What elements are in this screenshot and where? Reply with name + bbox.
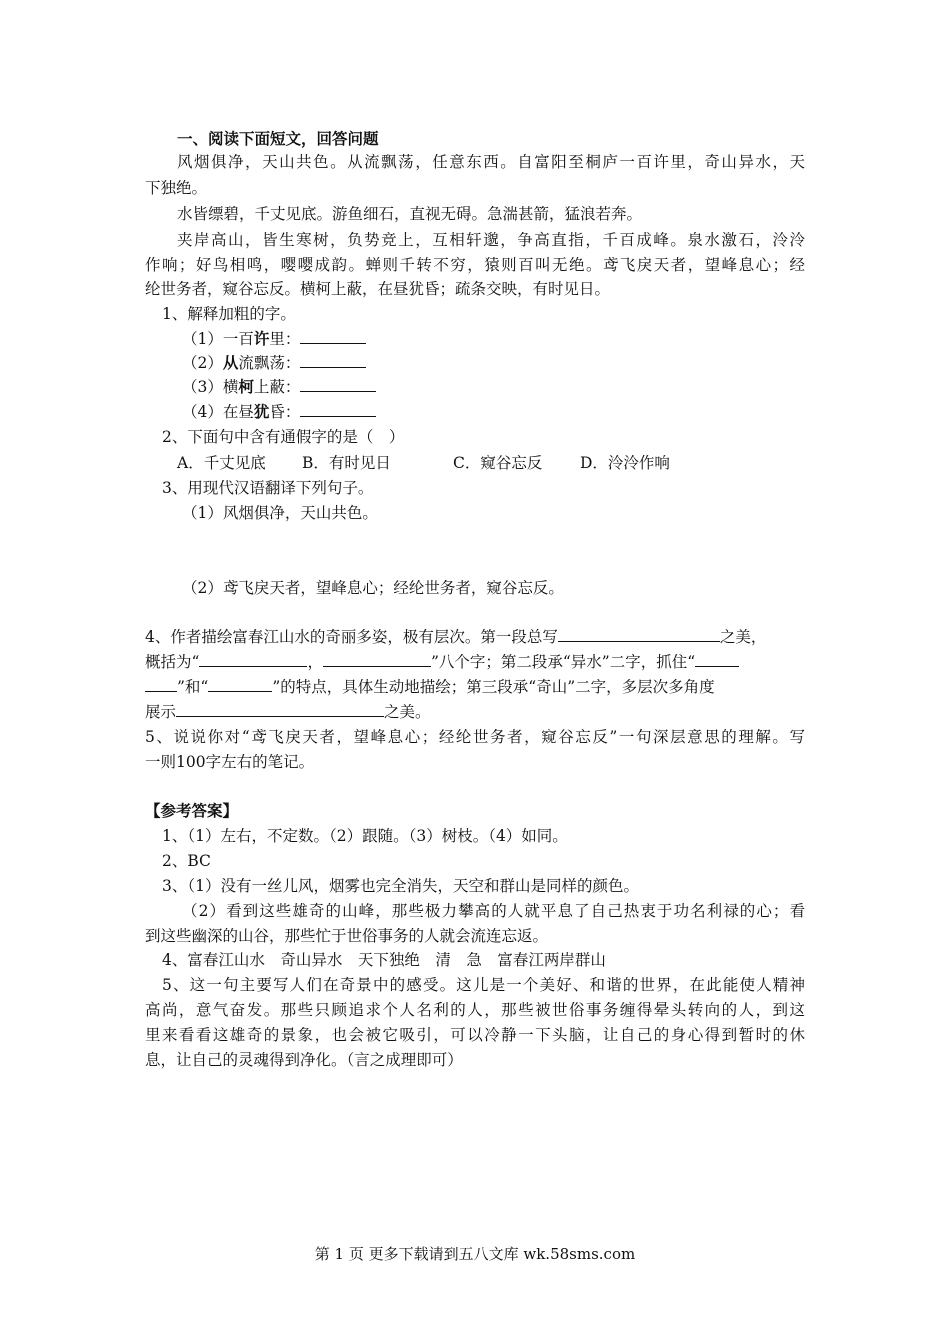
answer-5-line-2: 高尚，意气奋发。那些只顾追求个人名利的人，那些被世俗事务缠得晕头转向的人，到这 — [145, 1001, 805, 1019]
answer-blank[interactable] — [176, 700, 384, 717]
answer-blank[interactable] — [323, 650, 431, 667]
q5-line-2: 一则100字左右的笔记。 — [145, 753, 315, 771]
q1-item-text: （2） — [182, 354, 223, 372]
section-title: 一、阅读下面短文，回答问题 — [177, 129, 379, 148]
q4-text: 概括为“ — [145, 653, 200, 671]
q5-line-1: 5、说说你对“鸢飞戾天者，望峰息心；经纶世务者，窥谷忘反”一句深层意思的理解。写 — [145, 728, 805, 746]
passage-p3-line1: 夹岸高山，皆生寒树，负势竞上，互相轩邈，争高直指，千百成峰。泉水激石，泠泠 — [177, 231, 805, 249]
answer-blank[interactable] — [199, 650, 307, 667]
q2-option-d[interactable]: D．泠泠作响 — [580, 454, 670, 472]
q3-stem: 3、用现代汉语翻译下列句子。 — [162, 479, 374, 497]
q4-line-4 — [145, 699, 431, 725]
q4-text: ， — [307, 653, 323, 671]
answer-5-line-4: 息，让自己的灵魂得到净化。（言之成理即可） — [145, 1051, 463, 1069]
q1-item-text: （3）横 — [182, 378, 239, 396]
q1-item — [182, 399, 376, 425]
answer-blank[interactable] — [695, 650, 739, 667]
q2-option-b[interactable]: B．有时见日 — [302, 454, 391, 472]
q1-item — [182, 326, 366, 352]
q4-text: 之美， — [719, 628, 767, 646]
answer-5-line-1: 5、这一句主要写人们在奇景中的感受。这儿是一个美好、和谐的世界，在此能使人精神 — [162, 976, 805, 994]
passage-p1-line1: 风烟俱净，天山共色。从流飘荡，任意东西。自富阳至桐庐一百许里，奇山异水，天 — [177, 153, 805, 171]
answer-4: 4、富春江山水 奇山异水 天下独绝 清 急 富春江两岸群山 — [162, 951, 606, 969]
q4-text: ”和“ — [177, 678, 209, 696]
answer-3-2-line-1: （2）看到这些雄奇的山峰，那些极力攀高的人就平息了自己热衷于功名利禄的心；看 — [182, 902, 805, 920]
q1-item-bold-char: 许 — [253, 329, 270, 348]
q3-sentence-1: （1）风烟俱净，天山共色。 — [182, 504, 378, 522]
answer-blank[interactable] — [558, 625, 720, 642]
q4-line-3 — [145, 674, 715, 700]
q1-item — [182, 374, 376, 400]
passage-p1-line2: 下独绝。 — [145, 179, 208, 197]
answer-2: 2、BC — [162, 852, 211, 870]
q1-item-bold-char: 犹 — [253, 402, 270, 421]
passage-p3-line3: 纶世务者，窥谷忘反。横柯上蔽，在昼犹昏；疏条交映，有时见日。 — [145, 280, 611, 298]
answers-heading: 【参考答案】 — [145, 801, 239, 820]
q1-item-text: （4）在昼 — [182, 403, 254, 421]
q1-item-text: 昏： — [269, 403, 301, 421]
q4-text: 4、作者描绘富春江山水的奇丽多姿，极有层次。第一段总写 — [145, 628, 558, 646]
answer-blank[interactable] — [300, 400, 376, 417]
page-footer: 第 1 页 更多下载请到五八文库 wk.58sms.com — [314, 1245, 636, 1263]
q1-item-text: （1）一百 — [182, 330, 254, 348]
q1-item-bold-char: 从 — [222, 353, 239, 372]
q4-text: 展示 — [145, 703, 177, 721]
passage-p2-line1: 水皆缥碧，千丈见底。游鱼细石，直视无碍。急湍甚箭，猛浪若奔。 — [177, 205, 643, 223]
q1-stem: 1、解释加粗的字。 — [162, 305, 296, 323]
answer-1: 1、（1）左右，不定数。（2）跟随。（3）树枝。（4）如同。 — [162, 827, 568, 845]
q1-item-text: 流飘荡： — [238, 354, 301, 372]
q2-option-a[interactable]: A．千丈见底 — [177, 454, 266, 472]
answer-5-line-3: 里来看看这雄奇的景象，也会被它吸引，可以冷静一下头脑，让自己的身心得到暂时的休 — [145, 1026, 805, 1044]
q1-item-bold-char: 柯 — [238, 377, 254, 396]
answer-3-2-line-2: 到这些幽深的山谷，那些忙于世俗事务的人就会流连忘返。 — [145, 927, 549, 945]
q1-item-text: 上蔽： — [253, 378, 301, 396]
q4-text: 之美。 — [384, 703, 431, 721]
q4-line-1 — [145, 624, 766, 650]
answer-blank[interactable] — [300, 327, 366, 344]
passage-p3-line2: 作响；好鸟相鸣，嘤嘤成韵。蝉则千转不穷，猿则百叫无绝。鸢飞戾天者，望峰息心；经 — [145, 256, 805, 274]
q4-text: ”的特点，具体生动地描绘；第三段承“奇山”二字，多层次多角度 — [272, 678, 715, 696]
q4-text: ”八个字；第二段承“异水”二字，抓住“ — [430, 653, 696, 671]
q3-sentence-2: （2）鸢飞戾天者，望峰息心；经纶世务者，窥谷忘反。 — [182, 579, 564, 597]
q1-item-text: 里： — [269, 330, 301, 348]
answer-3-1: 3、（1）没有一丝儿风，烟雾也完全消失，天空和群山是同样的颜色。 — [162, 877, 639, 895]
q4-line-2 — [145, 649, 739, 675]
answer-blank[interactable] — [300, 351, 366, 368]
answer-blank[interactable] — [208, 675, 272, 692]
q1-item — [182, 350, 366, 376]
q2-option-c[interactable]: C．窥谷忘反 — [453, 454, 543, 472]
answer-blank[interactable] — [145, 675, 177, 692]
q2-stem: 2、下面句中含有通假字的是（ ） — [162, 428, 405, 446]
answer-blank[interactable] — [300, 375, 376, 392]
